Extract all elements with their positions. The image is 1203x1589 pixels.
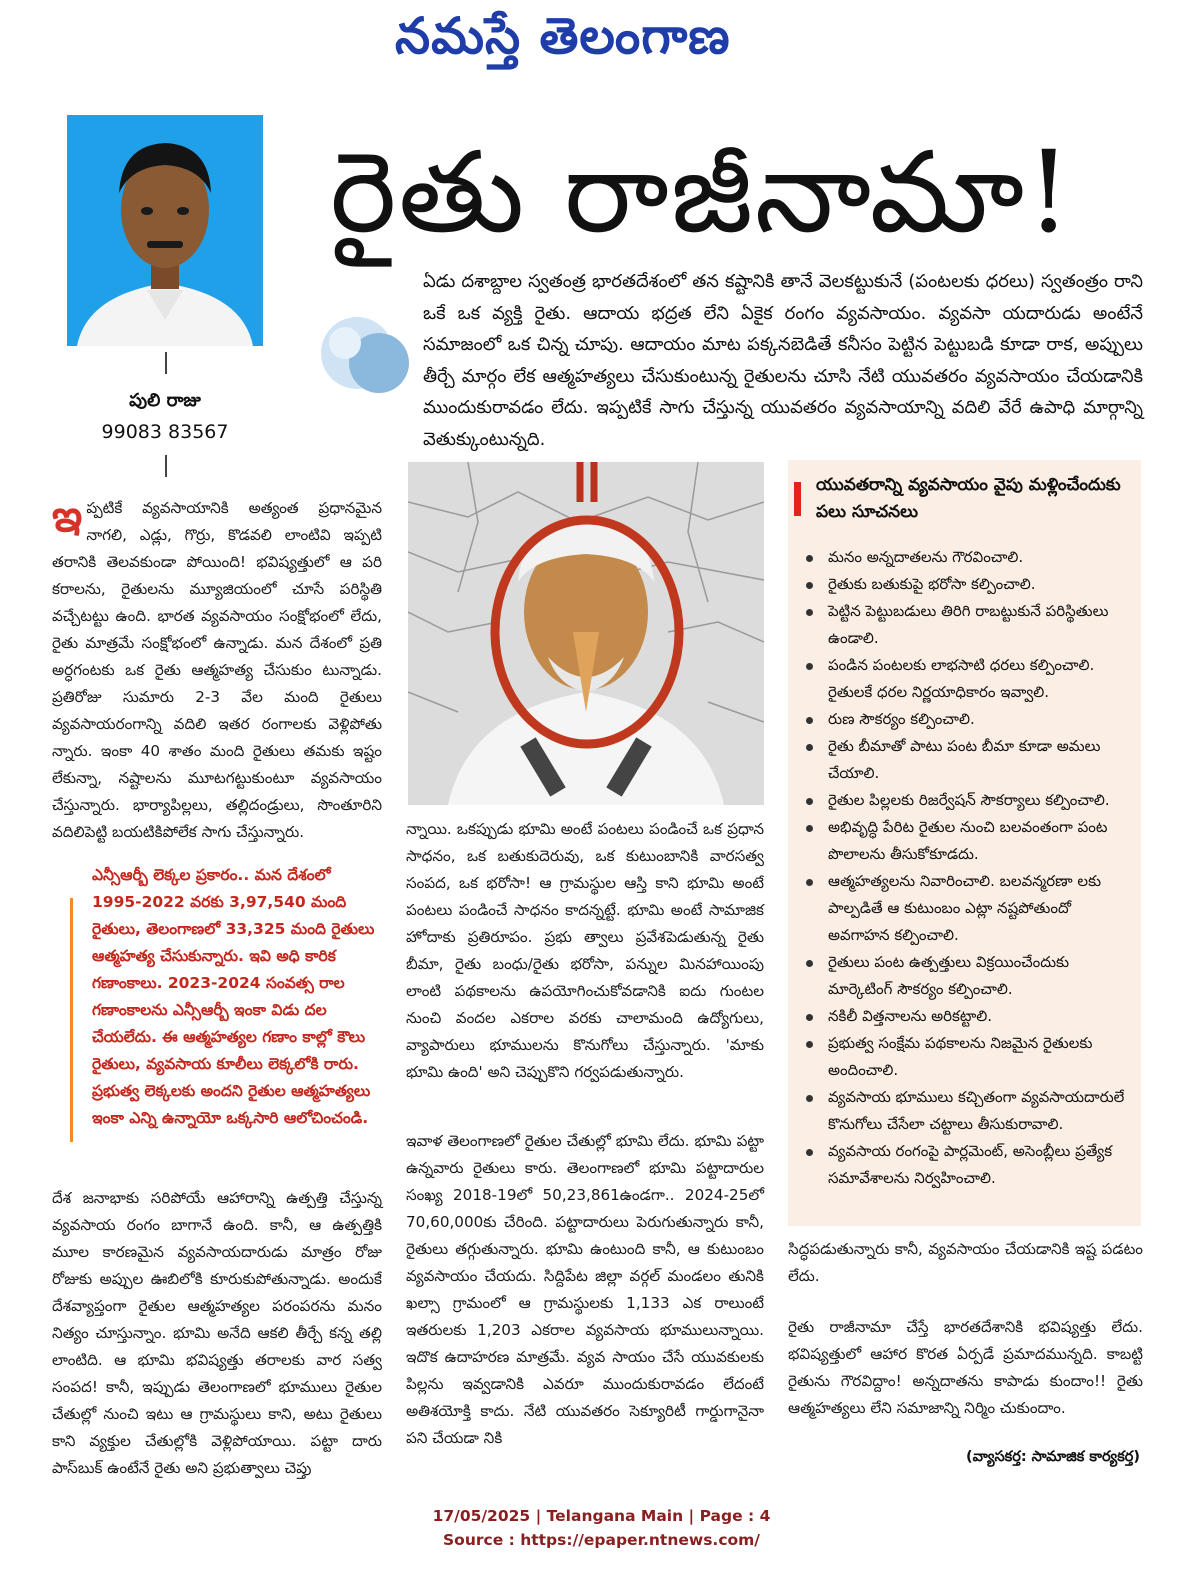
- author-name: పులి రాజు: [129, 390, 201, 411]
- bullet-icon: [806, 1014, 813, 1021]
- column2-paragraph2: ఇవాళ తెలంగాణలో రైతుల చేతుల్లో భూమి లేదు. భూమి పట్టా ఉన్నవారు రైతులు కారు. తెలంగాణలో భూమి పట్టాదారుల సంఖ్య 2018-19లో 50,23,861ఉండగా.. 2024-25లో 70,60,000కు చేరింది. పట్టాదారులు పెరుగుతున్నారు కానీ, రైతులు తగ్గుతున్నారు. భూమి ఉంటుంది కానీ, ఆ కుటుంబం వ్యవసాయం చేయదు. సిద్దిపేట జిల్లా వర్గల్ మండలం తునికి ఖల్సా గ్రామంలో ఆ గ్రామస్థులకు 1,133 ఎక రాలుంటే ఇతరులకు 1,203 ఎకరాల వ్యవసాయ భూములున్నాయి. ఇదొక ఉదాహరణ మాత్రమే. వ్యవ సాయం చేసే యువకులకు పిల్లను ఇవ్వడానికి ఎవరూ ముందుకురావడం లేదంటే అతిశయోక్తి కాదు. నేటి యువతరం సెక్యూరిటీ గార్డుగానైనా పని చేయడా నికి: [406, 1132, 764, 1447]
- statistics-highlight: [70, 862, 382, 1132]
- sidebar-accent-bar: [794, 482, 801, 516]
- bullet-icon: [806, 798, 813, 805]
- bullet-icon: [806, 825, 813, 832]
- bullet-icon: [806, 744, 813, 751]
- list-item: పెట్టిన పెట్టుబడులు తిరిగి రాబట్టుకునే పరిస్థితులు ఉండాలి.: [802, 598, 1132, 652]
- bullet-icon: [806, 1041, 813, 1048]
- list-item: రైతు బీమాతో పాటు పంట బీమా కూడా అమలు చేయాలి.: [802, 733, 1132, 787]
- suggestions-list: [802, 544, 1132, 1192]
- article-headline: రైతు రాజీనామా!: [330, 128, 1074, 258]
- list-item: వ్యవసాయ రంగంపై పార్లమెంట్, అసెంబ్లీలు ప్రత్యేక సమావేశాలను నిర్వహించాలి.: [802, 1138, 1132, 1192]
- statistics-highlight-text: ఎన్సీఆర్బీ లెక్కల ప్రకారం.. మన దేశంలో 1995-2022 వరకు 3,97,540 మంది రైతులు, తెలంగాణలో 33,325 మంది రైతులు ఆత్మహత్య చేసుకున్నారు. ఇవి అధి కారిక గణాంకాలు. 2023-2024 సంవత్స రాల గణాంకాలను ఎన్సీఆర్బీ ఇంకా విడు దల చేయలేదు. ఈ ఆత్మహత్యల గణాం కాల్లో కౌలు రైతులు, వ్యవసాయ కూలీలు లెక్కలోకి రారు. ప్రభుత్వ లెక్కలకు అందని రైతుల ఆత్మహత్యలు ఇంకా ఎన్ని ఉన్నాయో ఒక్కసారి ఆలోచించండి.: [92, 866, 375, 1127]
- bullet-icon: [806, 1149, 813, 1156]
- masthead-title: నమస్తే తెలంగాణ: [395, 7, 731, 65]
- bullet-icon: [806, 1095, 813, 1102]
- bullet-icon: [806, 960, 813, 967]
- author-photo: [67, 115, 263, 346]
- author-phone: 99083 83567: [101, 421, 229, 443]
- list-item: ప్రభుత్వ సంక్షేమ పథకాలను నిజమైన రైతులకు అందించాలి.: [802, 1030, 1132, 1084]
- suggestions-sidebar: [788, 460, 1141, 1226]
- footer-date-page: 17/05/2025 | Telangana Main | Page : 4: [432, 1507, 771, 1525]
- column2-paragraph1: న్నాయి. ఒకప్పుడు భూమి అంటే పంటలు పండించే ఒక ప్రధాన సాధనం, ఒక బతుకుదెరువు, ఒక కుటుంబానికి వారసత్వ సంపద, ఒక భరోసా! ఆ గ్రామస్థుల ఆస్తి కాని భూమి అంటే పంటలు పండించే సాధనం కాదన్నట్టే. భూమి అంటే సామాజిక హోదాకు ప్రతిరూపం. ప్రభు త్వాలు ప్రవేశపెడుతున్న రైతు బీమా, రైతు బంధు/రైతు భరోసా, పన్నుల మినహాయింపు లాంటి పథకాలను ఉపయోగించుకోవడానికి ఐదు గుంటల నుంచి వందల ఎకరాల వరకు చాలామంది ఉద్యోగులు, వ్యాపారులు భూములను కొనుగోలు చేస్తున్నారు. 'మాకు భూమి ఉంది' అని చెప్పుకొని గర్వపడుతున్నారు.: [406, 820, 764, 1081]
- list-item: నకిలీ విత్తనాలను అరికట్టాలి.: [802, 1003, 1132, 1030]
- masthead: [395, 6, 795, 68]
- column3-paragraph1: సిద్ధపడుతున్నారు కానీ, వ్యవసాయం చేయడానికి ఇష్ట పడటం లేదు.: [788, 1240, 1143, 1285]
- footer-source-link[interactable]: Source : https://epaper.ntnews.com/: [443, 1531, 760, 1549]
- bullet-icon: [806, 717, 813, 724]
- author-divider-bottom: [165, 455, 167, 477]
- column3-paragraph2: రైతు రాజీనామా చేస్తే భారతదేశానికి భవిష్యత్తు లేదు. భవిష్యత్తులో ఆహార కొరత ఏర్పడే ప్రమాదమున్నది. కాబట్టి రైతును గౌరవిద్దాం! అన్నదాతను కాపాడు కుందాం!! రైతు ఆత్మహత్యలు లేని సమాజాన్ని నిర్మిం చుకుందాం.: [788, 1318, 1143, 1417]
- bullet-icon: [806, 879, 813, 886]
- list-item: రైతుకు బతుకుపై భరోసా కల్పించాలి.: [802, 571, 1132, 598]
- list-item: రైతులు పంట ఉత్పత్తులు విక్రయించేందుకు మార్కెటింగ్ సౌకర్యం కల్పించాలి.: [802, 949, 1132, 1003]
- column1-paragraph1-text: ప్పటికే వ్యవసాయానికి అత్యంత ప్రధానమైన నాగలి, ఎడ్లు, గొర్రు, కొడవలి లాంటివి ఇప్పటి తరానికి తెలవకుండా పోయింది! భవిష్యత్తులో ఆ పరి కరాలను, రైతులను మ్యూజియంలో చూసే పరిస్థితి వచ్చేటట్టు ఉంది. భారత వ్యవసాయం సంక్షోభంలో లేదు, రైతు మాత్రమే సంక్షోభంలో ఉన్నాడు. మన దేశంలో ప్రతి అర్ధగంటకు ఒక రైతు ఆత్మహత్య చేసుకుం టున్నాడు. ప్రతిరోజు సుమారు 2-3 వేల మంది రైతులు వ్యవసాయరంగాన్ని వదిలి ఇతర రంగాలకు వెళ్లిపోతు న్నారు. ఇంకా 40 శాతం మంది రైతులు తమకు ఇష్టం లేకున్నా, నష్టాలను మూటగట్టుకుంటూ వ్యవసాయం చేస్తున్నారు. భార్యాపిల్లలు, తల్లిదండ్రులు, సొంతూరిని వదిలిపెట్టి బయటికిపోలేక సాగు చేస్తున్నారు.: [52, 499, 382, 841]
- page-footer: [300, 1504, 903, 1552]
- list-item: అభివృద్ధి పేరిట రైతుల నుంచి బలవంతంగా పంట పొలాలను తీసుకోకూడదు.: [802, 814, 1132, 868]
- author-byline: (వ్యాసకర్త: సామాజిక కార్యకర్త): [966, 1449, 1140, 1465]
- farmer-noose-illustration: [408, 462, 764, 805]
- author-portrait-image: [67, 115, 263, 346]
- list-item: రైతుల పిల్లలకు రిజర్వేషన్ సౌకర్యాలు కల్పించాలి.: [802, 787, 1132, 814]
- bullet-icon: [806, 582, 813, 589]
- column1-paragraph2: దేశ జనాభాకు సరిపోయే ఆహారాన్ని ఉత్పత్తి చేస్తున్న వ్యవసాయ రంగం బాగానే ఉంది. కానీ, ఆ ఉత్పత్తికి మూల కారణమైన వ్యవసాయదారుడు మాత్రం రోజు రోజుకు అప్పుల ఊబిలోకి కూరుకుపోతున్నాడు. అందుకే దేశవ్యాప్తంగా రైతుల ఆత్మహత్యల పరంపరను మనం నిత్యం చూస్తున్నాం. భూమి అనేది ఆకలి తీర్చే కన్న తల్లి లాంటిది. ఆ భూమి భవిష్యత్తు తరాలకు వార సత్వ సంపద! కానీ, ఇప్పుడు తెలంగాణలో భూములు రైతుల చేతుల్లో నుంచి ఇటు ఆ గ్రామస్థులు కాని, అటు రైతులు కాని వ్యక్తుల చేతుల్లోకి వెళ్లిపోయాయి. పట్టా దారు పాస్‌బుక్ ఉంటేనే రైతు అని ప్రభుత్వాలు చెప్తు: [52, 1189, 382, 1477]
- bullet-icon: [806, 609, 813, 616]
- list-item: పండిన పంటలకు లాభసాటి ధరలు కల్పించాలి. రైతులకే ధరల నిర్ణయాధికారం ఇవ్వాలి.: [802, 652, 1132, 706]
- list-item: మనం అన్నదాతలను గౌరవించాలి.: [802, 544, 1132, 571]
- farmer-illustration-image: [408, 462, 764, 805]
- list-item: ఆత్మహత్యలను నివారించాలి. బలవన్మరణా లకు పాల్పడితే ఆ కుటుంబం ఎట్లా నష్టపోతుందో అవగాహన కల్పించాలి.: [802, 868, 1132, 949]
- drop-cap: ఇ: [52, 491, 83, 542]
- author-divider-top: [165, 352, 167, 374]
- decorative-bubbles-icon: [315, 305, 425, 415]
- column1-paragraph1: [52, 491, 382, 846]
- list-item: వ్యవసాయ భూములు కచ్చితంగా వ్యవసాయదారులే కొనుగోలు చేసేలా చట్టాలు తీసుకురావాలి.: [802, 1084, 1132, 1138]
- bullet-icon: [806, 555, 813, 562]
- list-item: రుణ సౌకర్యం కల్పించాలి.: [802, 706, 1132, 733]
- sidebar-title: యువతరాన్ని వ్యవసాయం వైపు మళ్లించేందుకు పలు సూచనలు: [816, 475, 1121, 522]
- lead-paragraph: ఏడు దశాబ్దాల స్వతంత్ర భారతదేశంలో తన కష్టానికి తానే వెలకట్టుకునే (పంటలకు ధరలు) స్వతంత్రం రాని ఒకే ఒక వ్యక్తి రైతు. ఆదాయ భద్రత లేని ఏకైక రంగం వ్యవసాయం. వ్యవసా యదారుడు అంటేనే సమాజంలో ఒక చిన్న చూపు. ఆదాయం మాట పక్కనబెడితే కనీసం పెట్టిన పెట్టుబడి కూడా రాక, అప్పులు తీర్చే మార్గం లేక ఆత్మహత్యలు చేసుకుంటున్న రైతులను చూసి నేటి యువతరం వ్యవసాయం చేయడానికి ముందుకురావడం లేదు. ఇప్పటికే సాగు చేస్తున్న యువతరం వ్యవసాయాన్ని వదిలి వేరే ఉపాధి మార్గాన్ని వెతుక్కుంటున్నది.: [423, 271, 1143, 450]
- bullet-icon: [806, 663, 813, 670]
